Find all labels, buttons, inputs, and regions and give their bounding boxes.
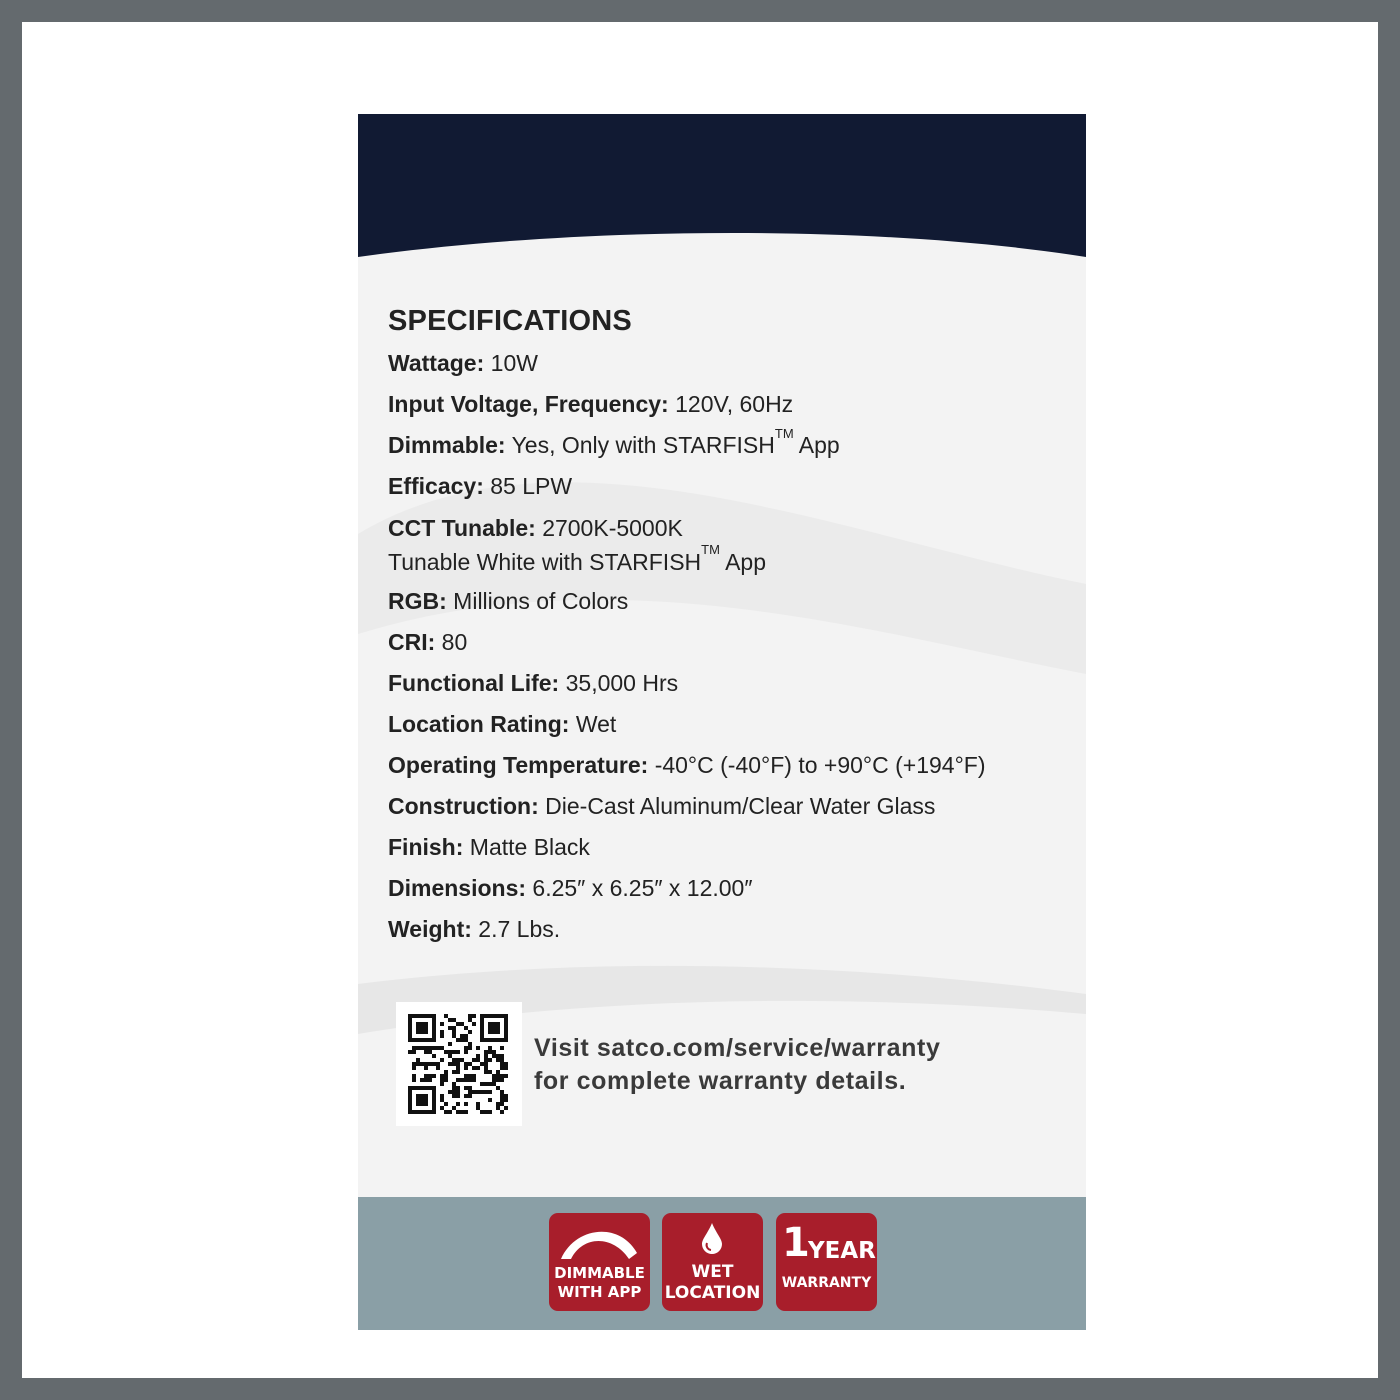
warranty-line-2: for complete warranty details. (534, 1067, 907, 1095)
image-frame (22, 22, 1378, 1378)
warranty-badge-label: WARRANTY (781, 1275, 872, 1291)
spec-wattage: Wattage: 10W (388, 350, 538, 376)
warranty-badge-year: YEAR (808, 1238, 876, 1264)
spec-rgb: RGB: Millions of Colors (388, 588, 629, 614)
spec-finish: Finish: Matte Black (388, 834, 590, 860)
warranty-line-1: Visit satco.com/service/warranty (534, 1034, 941, 1062)
dimmer-arc-icon (557, 1223, 643, 1263)
specifications-title: SPECIFICATIONS (388, 305, 632, 337)
warranty-info (534, 1032, 940, 1098)
one-year-warranty-badge (776, 1213, 877, 1311)
dimmable-badge-line-1: DIMMABLE (554, 1264, 645, 1282)
wet-location-badge (662, 1213, 763, 1311)
spec-input-voltage: Input Voltage, Frequency: 120V, 60Hz (388, 391, 794, 417)
spec-efficacy: Efficacy: 85 LPW (388, 473, 573, 499)
wet-badge-line-2: LOCATION (664, 1283, 761, 1303)
spec-cct-tunable: CCT Tunable: 2700K-5000K Tunable White with STARFISH™ App (388, 515, 766, 575)
spec-dimmable: Dimmable: Yes, Only with STARFISH™ App (388, 426, 840, 458)
spec-functional-life: Functional Life: 35,000 Hrs (388, 670, 679, 696)
spec-dimensions: Dimensions: 6.25″ x 6.25″ x 12.00″ (388, 875, 753, 901)
specifications-list (388, 347, 1078, 954)
wet-badge-line-1: WET (691, 1262, 734, 1282)
dimmable-badge-line-2: WITH APP (557, 1283, 642, 1301)
dimmable-with-app-badge (549, 1213, 650, 1311)
spec-operating-temperature: Operating Temperature: -40°C (-40°F) to +90°C (+194°F) (388, 752, 986, 778)
spec-card (358, 114, 1086, 1330)
qr-code-icon (408, 1014, 510, 1114)
warranty-qr-code[interactable] (396, 1002, 522, 1126)
spec-construction: Construction: Die-Cast Aluminum/Clear Water Glass (388, 793, 936, 819)
spec-weight: Weight: 2.7 Lbs. (388, 916, 561, 942)
water-drop-icon (699, 1221, 725, 1255)
spec-cri: CRI: 80 (388, 629, 468, 655)
footer-badge-bar (358, 1197, 1086, 1330)
warranty-badge-number: 1 (782, 1220, 810, 1266)
spec-location-rating: Location Rating: Wet (388, 711, 617, 737)
